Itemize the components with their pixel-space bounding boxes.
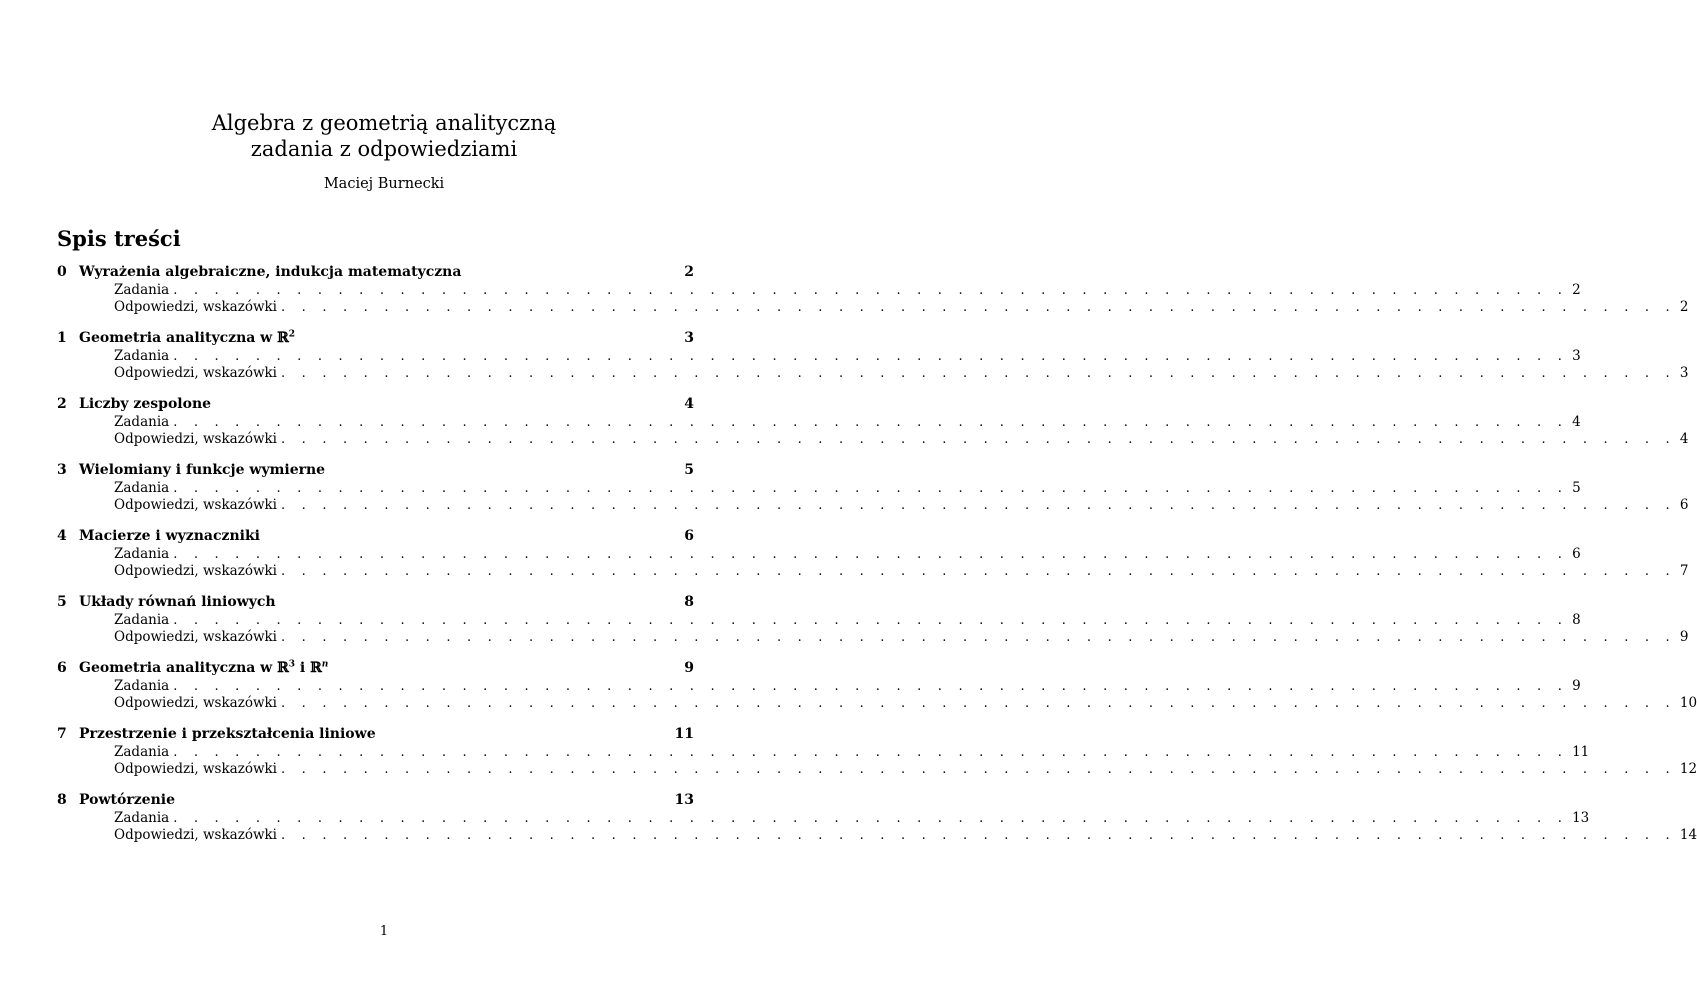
section-title: Odpowiedzi, wskazówki: [114, 365, 278, 381]
section-title: Zadania: [114, 480, 170, 496]
chapter-page: 9: [684, 660, 694, 676]
author-name: Maciej Burnecki: [323, 176, 445, 192]
section-title: Zadania: [114, 678, 170, 694]
toc-chapter: [57, 462, 1689, 514]
section-page: 6: [1679, 497, 1689, 513]
section-page: 4: [1572, 414, 1581, 430]
toc-sub-entry[interactable]: [57, 744, 1590, 761]
section-page: 2: [1679, 299, 1689, 315]
toc-chapter: [57, 594, 1689, 646]
toc-chapter-entry[interactable]: [57, 660, 694, 678]
section-title: Zadania: [114, 744, 170, 760]
chapter-page: 2: [684, 264, 694, 280]
dot-leader: . . . . . . . . . . . . . . . . . . . . . . . . . . . . . . . . . . . . . . . . . . . . . . . . . . . . . . . . . . . . . . . . . . . .: [173, 547, 1569, 562]
superscript: 2: [288, 329, 296, 340]
dot-leader: . . . . . . . . . . . . . . . . . . . . . . . . . . . . . . . . . . . . . . . . . . . . . . . . . . . . . . . . . . . . . . . . . . . .: [173, 283, 1569, 298]
table-of-contents: [57, 264, 1697, 858]
toc-sub-entry[interactable]: [57, 431, 1689, 448]
section-title: Zadania: [114, 612, 170, 628]
section-page: 6: [1572, 546, 1581, 562]
section-page: 5: [1572, 480, 1581, 496]
chapter-page: 13: [674, 792, 694, 808]
section-page: 9: [1572, 678, 1581, 694]
chapter-title: Macierze i wyznaczniki: [79, 528, 260, 544]
toc-chapter-entry[interactable]: [57, 594, 694, 612]
section-page: 12: [1679, 761, 1697, 777]
chapter-title: Wielomiany i funkcje wymierne: [79, 462, 326, 478]
section-page: 4: [1679, 431, 1689, 447]
dot-leader: . . . . . . . . . . . . . . . . . . . . . . . . . . . . . . . . . . . . . . . . . . . . . . . . . . . . . . . . . . . . . . . . . . . .: [281, 696, 1676, 711]
chapter-number: 7: [57, 726, 67, 742]
toc-sub-entry[interactable]: [57, 365, 1689, 382]
section-page: 9: [1679, 629, 1689, 645]
section-page: 13: [1572, 810, 1590, 826]
section-title: Odpowiedzi, wskazówki: [114, 563, 278, 579]
toc-chapter-entry[interactable]: [57, 462, 694, 480]
chapter-page: 11: [674, 726, 694, 742]
toc-sub-entry[interactable]: [57, 414, 1581, 431]
toc-sub-entry[interactable]: [57, 827, 1697, 844]
dot-leader: . . . . . . . . . . . . . . . . . . . . . . . . . . . . . . . . . . . . . . . . . . . . . . . . . . . . . . . . . . . . . . . . . . . .: [173, 613, 1569, 628]
document-title: Algebra z geometrią analityczną: [211, 111, 557, 135]
chapter-number: 3: [57, 462, 67, 478]
chapter-title: [79, 330, 664, 346]
toc-heading: Spis treści: [57, 226, 181, 251]
section-page: 11: [1572, 744, 1590, 760]
chapter-number: 0: [57, 264, 67, 280]
chapter-number: 2: [57, 396, 67, 412]
dot-leader: . . . . . . . . . . . . . . . . . . . . . . . . . . . . . . . . . . . . . . . . . . . . . . . . . . . . . . . . . . . . . . . . . . . .: [281, 630, 1676, 645]
toc-sub-entry[interactable]: [57, 299, 1689, 316]
chapter-page: 3: [684, 330, 694, 346]
toc-chapter-entry[interactable]: [57, 330, 694, 348]
chapter-title: [79, 660, 664, 676]
section-title: Odpowiedzi, wskazówki: [114, 497, 278, 513]
section-title: Odpowiedzi, wskazówki: [114, 827, 278, 843]
toc-chapter-entry[interactable]: [57, 792, 694, 810]
section-title: Odpowiedzi, wskazówki: [114, 695, 278, 711]
chapter-title: Przestrzenie i przekształcenia liniowe: [79, 726, 376, 742]
section-page: 8: [1572, 612, 1581, 628]
section-title: Zadania: [114, 282, 170, 298]
toc-sub-entry[interactable]: [57, 695, 1697, 712]
chapter-title: Układy równań liniowych: [79, 594, 276, 610]
chapter-page: 6: [684, 528, 694, 544]
toc-chapter: [57, 528, 1689, 580]
dot-leader: . . . . . . . . . . . . . . . . . . . . . . . . . . . . . . . . . . . . . . . . . . . . . . . . . . . . . . . . . . . . . . . . . . . .: [281, 564, 1676, 579]
toc-sub-entry[interactable]: [57, 480, 1581, 497]
toc-sub-entry[interactable]: [57, 563, 1689, 580]
toc-sub-entry[interactable]: [57, 546, 1581, 563]
toc-sub-entry[interactable]: [57, 629, 1689, 646]
dot-leader: . . . . . . . . . . . . . . . . . . . . . . . . . . . . . . . . . . . . . . . . . . . . . . . . . . . . . . . . . . . . . . . . . . . .: [173, 811, 1569, 826]
dot-leader: . . . . . . . . . . . . . . . . . . . . . . . . . . . . . . . . . . . . . . . . . . . . . . . . . . . . . . . . . . . . . . . . . . . .: [173, 679, 1569, 694]
toc-chapter: [57, 659, 1697, 712]
dot-leader: . . . . . . . . . . . . . . . . . . . . . . . . . . . . . . . . . . . . . . . . . . . . . . . . . . . . . . . . . . . . . . . . . . . .: [173, 481, 1569, 496]
chapter-title: Wyrażenia algebraiczne, indukcja matematyczna: [79, 264, 462, 280]
section-title: Zadania: [114, 546, 170, 562]
toc-sub-entry[interactable]: [57, 678, 1581, 695]
section-title: Zadania: [114, 810, 170, 826]
toc-sub-entry[interactable]: [57, 761, 1697, 778]
section-page: 2: [1572, 282, 1581, 298]
dot-leader: . . . . . . . . . . . . . . . . . . . . . . . . . . . . . . . . . . . . . . . . . . . . . . . . . . . . . . . . . . . . . . . . . . . .: [173, 349, 1569, 364]
chapter-number: 4: [57, 528, 67, 544]
chapter-page: 8: [684, 594, 694, 610]
dot-leader: . . . . . . . . . . . . . . . . . . . . . . . . . . . . . . . . . . . . . . . . . . . . . . . . . . . . . . . . . . . . . . . . . . . .: [281, 762, 1676, 777]
dot-leader: . . . . . . . . . . . . . . . . . . . . . . . . . . . . . . . . . . . . . . . . . . . . . . . . . . . . . . . . . . . . . . . . . . . .: [281, 498, 1676, 513]
superscript: 3: [288, 659, 296, 670]
section-page: 10: [1679, 695, 1697, 711]
chapter-number: 6: [57, 660, 67, 676]
dot-leader: . . . . . . . . . . . . . . . . . . . . . . . . . . . . . . . . . . . . . . . . . . . . . . . . . . . . . . . . . . . . . . . . . . . .: [281, 300, 1676, 315]
dot-leader: . . . . . . . . . . . . . . . . . . . . . . . . . . . . . . . . . . . . . . . . . . . . . . . . . . . . . . . . . . . . . . . . . . . .: [173, 745, 1569, 760]
chapter-page: 4: [684, 396, 694, 412]
toc-chapter-entry[interactable]: [57, 528, 694, 546]
section-title: Odpowiedzi, wskazówki: [114, 629, 278, 645]
toc-chapter: [57, 396, 1689, 448]
chapter-title: Liczby zespolone: [79, 396, 212, 412]
section-page: 7: [1679, 563, 1689, 579]
section-title: Zadania: [114, 414, 170, 430]
superscript: n: [321, 659, 329, 670]
toc-chapter-entry[interactable]: [57, 264, 694, 282]
section-page: 3: [1679, 365, 1689, 381]
section-title: Zadania: [114, 348, 170, 364]
toc-sub-entry[interactable]: [57, 497, 1689, 514]
toc-chapter: [57, 726, 1697, 778]
section-title: Odpowiedzi, wskazówki: [114, 299, 278, 315]
toc-chapter: [57, 329, 1689, 382]
chapter-number: 8: [57, 792, 67, 808]
toc-chapter-entry[interactable]: [57, 726, 694, 744]
toc-chapter-entry[interactable]: [57, 396, 694, 414]
section-page: 14: [1679, 827, 1697, 843]
chapter-title-text: i ℝ: [295, 660, 322, 676]
section-title: Odpowiedzi, wskazówki: [114, 761, 278, 777]
dot-leader: . . . . . . . . . . . . . . . . . . . . . . . . . . . . . . . . . . . . . . . . . . . . . . . . . . . . . . . . . . . . . . . . . . . .: [281, 432, 1676, 447]
chapter-number: 5: [57, 594, 67, 610]
toc-chapter: [57, 264, 1689, 316]
chapter-number: 1: [57, 330, 67, 346]
dot-leader: . . . . . . . . . . . . . . . . . . . . . . . . . . . . . . . . . . . . . . . . . . . . . . . . . . . . . . . . . . . . . . . . . . . .: [281, 366, 1676, 381]
section-title: Odpowiedzi, wskazówki: [114, 431, 278, 447]
toc-sub-entry[interactable]: [57, 282, 1581, 299]
toc-chapter: [57, 792, 1697, 844]
chapter-title-text: Geometria analityczna w ℝ: [79, 660, 289, 676]
toc-sub-entry[interactable]: [57, 612, 1581, 629]
section-page: 3: [1572, 348, 1581, 364]
chapter-title-text: Geometria analityczna w ℝ: [79, 330, 289, 346]
dot-leader: . . . . . . . . . . . . . . . . . . . . . . . . . . . . . . . . . . . . . . . . . . . . . . . . . . . . . . . . . . . . . . . . . . . .: [173, 415, 1569, 430]
document-subtitle: zadania z odpowiedziami: [250, 137, 518, 161]
toc-sub-entry[interactable]: [57, 348, 1581, 365]
chapter-title: Powtórzenie: [79, 792, 175, 808]
chapter-page: 5: [684, 462, 694, 478]
dot-leader: . . . . . . . . . . . . . . . . . . . . . . . . . . . . . . . . . . . . . . . . . . . . . . . . . . . . . . . . . . . . . . . . . . . .: [281, 828, 1676, 843]
toc-sub-entry[interactable]: [57, 810, 1590, 827]
page-number: 1: [379, 924, 389, 939]
